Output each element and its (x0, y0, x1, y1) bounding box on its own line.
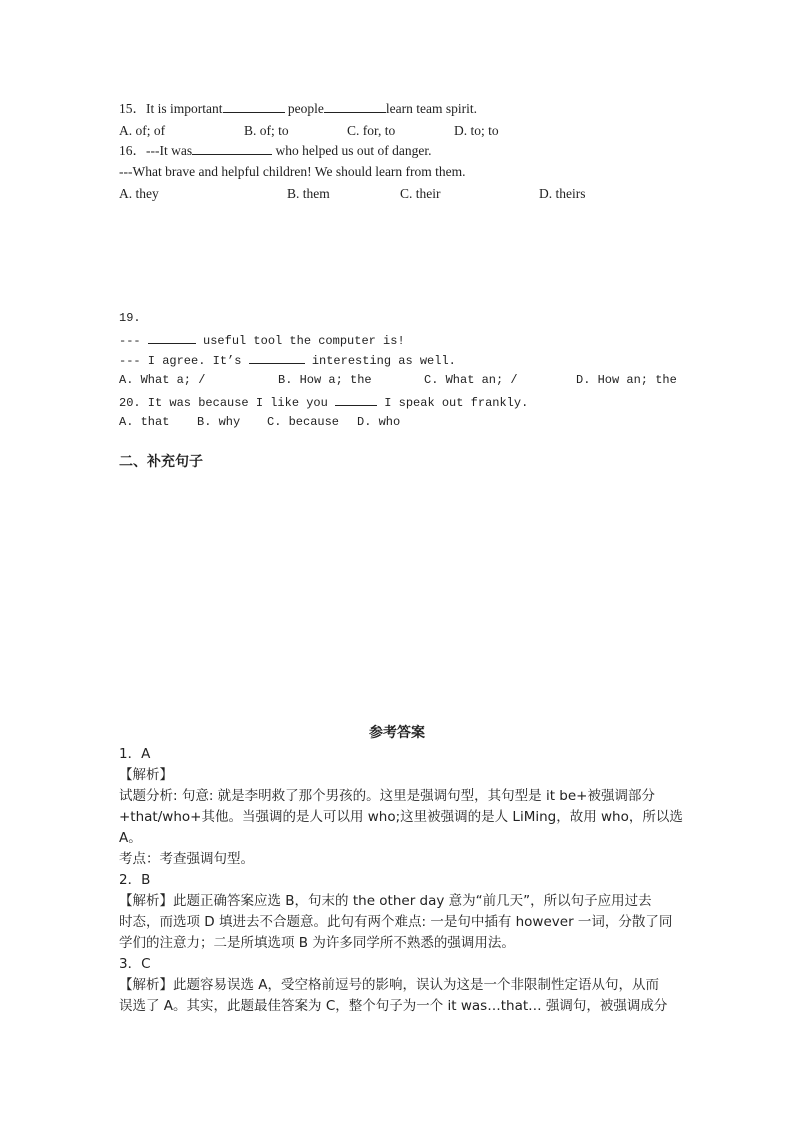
answer-1-line4: 考点：考查强调句型。 (119, 851, 254, 867)
option-a: A. What a; / (119, 373, 206, 387)
answer-3-line2: 误选了 A。其实，此题最佳答案为 C，整个句子为一个 it was…that… 强调句，被强调成分 (119, 998, 668, 1014)
question-text: I speak out frankly. (384, 396, 529, 410)
answer-blank (148, 331, 196, 344)
answer-blank (249, 351, 305, 364)
question-16-line2: ---What brave and helpful children! We should learn from them. (119, 164, 466, 179)
question-text: people (287, 101, 324, 116)
answer-2-number: 2．B (119, 872, 151, 888)
option-a: A. they (119, 186, 159, 201)
answer-blank (335, 393, 377, 406)
question-19-line1 (119, 331, 405, 350)
option-d: D. theirs (539, 186, 586, 201)
option-c: C. What an; / (424, 373, 518, 387)
option-c: C. for, to (347, 123, 396, 138)
option-c: C. because (267, 415, 340, 429)
question-text: useful tool the computer is! (203, 334, 405, 348)
answer-2-line3: 学们的注意力；二是所填选项 B 为许多同学所不熟悉的强调用法。 (119, 935, 515, 951)
question-text: It is important (146, 101, 223, 116)
question-text: --- (119, 334, 141, 348)
answer-1-label: 【解析】 (119, 767, 173, 783)
option-d: D. How an; the (576, 373, 677, 387)
answer-3-number: 3．C (119, 956, 151, 972)
question-text: --- I agree. It’s (119, 354, 242, 368)
question-number: 16． (119, 143, 146, 158)
option-a: A. that (119, 415, 170, 429)
answer-blank (223, 100, 285, 113)
question-20 (119, 393, 528, 412)
question-number: 15． (119, 101, 146, 116)
option-c: C. their (400, 186, 441, 201)
answer-blank (192, 142, 272, 155)
option-d: D. who (357, 415, 401, 429)
question-19-options (119, 372, 689, 389)
option-a: A. of; of (119, 123, 166, 138)
answer-1-number: 1．A (119, 746, 151, 762)
answer-1-line2: +that/who+其他。当强调的是人可以用 who;这里被强调的是人 LiMing，故用 who，所以选 (119, 809, 683, 825)
question-text: ---It was (146, 143, 193, 158)
question-16-options (119, 185, 719, 202)
answer-2-line2: 时态，而选项 D 填进去不合题意。此句有两个难点: 一是句中插有 however 一词，分散了同 (119, 914, 673, 930)
answer-blank (324, 100, 386, 113)
option-b: B. How a; the (278, 373, 372, 387)
answer-3-line1: 【解析】此题容易误选 A，受空格前逗号的影响，误认为这是一个非限制性定语从句，从而 (119, 977, 660, 993)
option-b: B. of; to (244, 123, 289, 138)
option-d: D. to; to (454, 123, 499, 138)
question-15 (119, 100, 477, 117)
question-16 (119, 142, 431, 159)
question-19-line2 (119, 351, 456, 370)
answer-2-line1: 【解析】此题正确答案应选 B，句末的 the other day 意为“前几天”，所以句子应用过去 (119, 893, 652, 909)
question-text: interesting as well. (311, 354, 456, 368)
question-15-options (119, 122, 719, 139)
question-text: learn team spirit. (385, 101, 477, 116)
option-b: B. why (197, 415, 241, 429)
answers-title: 参考答案 (369, 725, 425, 741)
question-20-options (119, 414, 419, 431)
question-text: 20. It was because I like you (119, 396, 328, 410)
question-19-number: 19. (119, 311, 141, 325)
answer-1-line1: 试题分析: 句意: 就是李明救了那个男孩的。这里是强调句型，其句型是 it be+被强调部分 (119, 788, 655, 804)
section-heading: 二、补充句子 (119, 454, 203, 470)
answer-1-line3: A。 (119, 830, 142, 846)
question-text: who helped us out of danger. (275, 143, 432, 158)
option-b: B. them (287, 186, 330, 201)
